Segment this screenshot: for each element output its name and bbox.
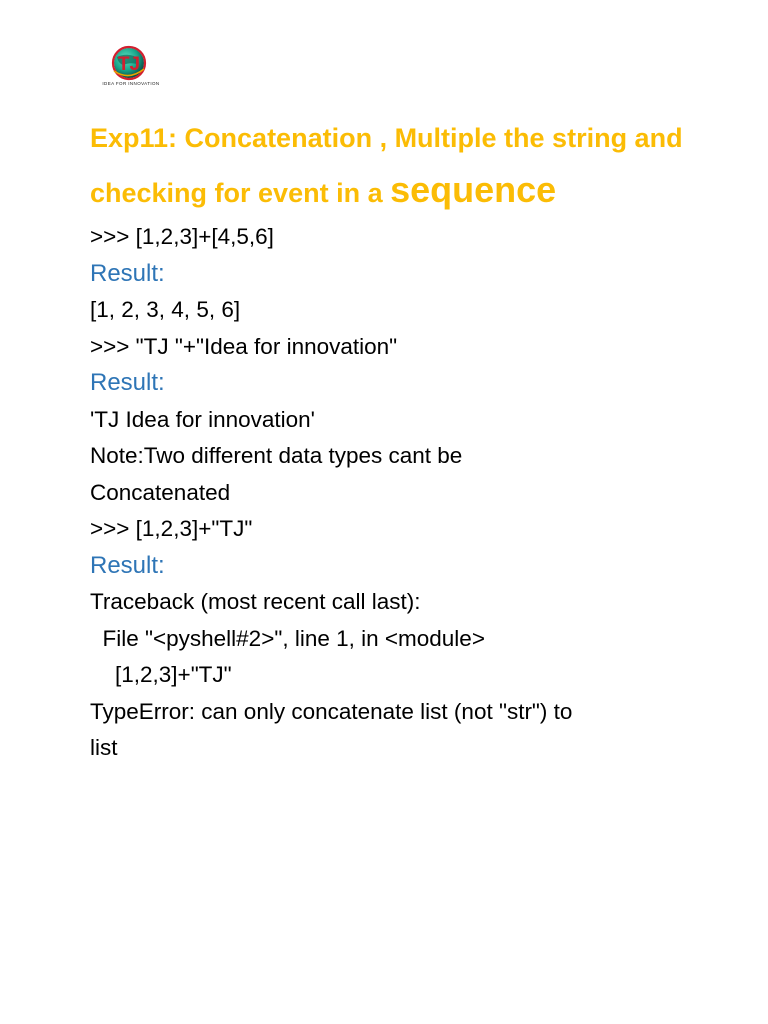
traceback-line: File "<pyshell#2>", line 1, in <module>	[90, 625, 485, 651]
note-line: Note:Two different data types cant be	[90, 443, 463, 468]
result-label: Result:	[90, 369, 165, 396]
code-line: [1, 2, 3, 4, 5, 6]	[90, 297, 241, 322]
code-line: 'TJ Idea for innovation'	[90, 406, 315, 432]
code-line: >>> "TJ "+"Idea for innovation"	[90, 333, 398, 359]
tj-logo-icon	[90, 45, 172, 95]
tj-logo	[90, 45, 172, 95]
document-body	[90, 112, 730, 767]
error-line: list	[90, 735, 118, 760]
note-line: Concatenated	[90, 479, 231, 505]
result-label: Result:	[90, 259, 165, 287]
result-label: Result:	[90, 551, 165, 579]
title-emphasis: sequence	[390, 169, 557, 210]
traceback-line: [1,2,3]+"TJ"	[90, 662, 232, 687]
traceback-line: Traceback (most recent call last):	[90, 589, 421, 614]
logo-letters: TJ	[117, 54, 141, 75]
code-line: >>> [1,2,3]+[4,5,6]	[90, 224, 274, 249]
content-lines	[90, 219, 730, 767]
error-line: TypeError: can only concatenate list (not "str") to	[90, 698, 573, 724]
logo-tagline: IDEA FOR INNOVATION	[102, 81, 160, 86]
page-title	[90, 112, 730, 219]
code-line: >>> [1,2,3]+"TJ"	[90, 516, 253, 541]
title-main: Exp11: Concatenation , Multiple the string and checking for event in a	[90, 123, 683, 208]
